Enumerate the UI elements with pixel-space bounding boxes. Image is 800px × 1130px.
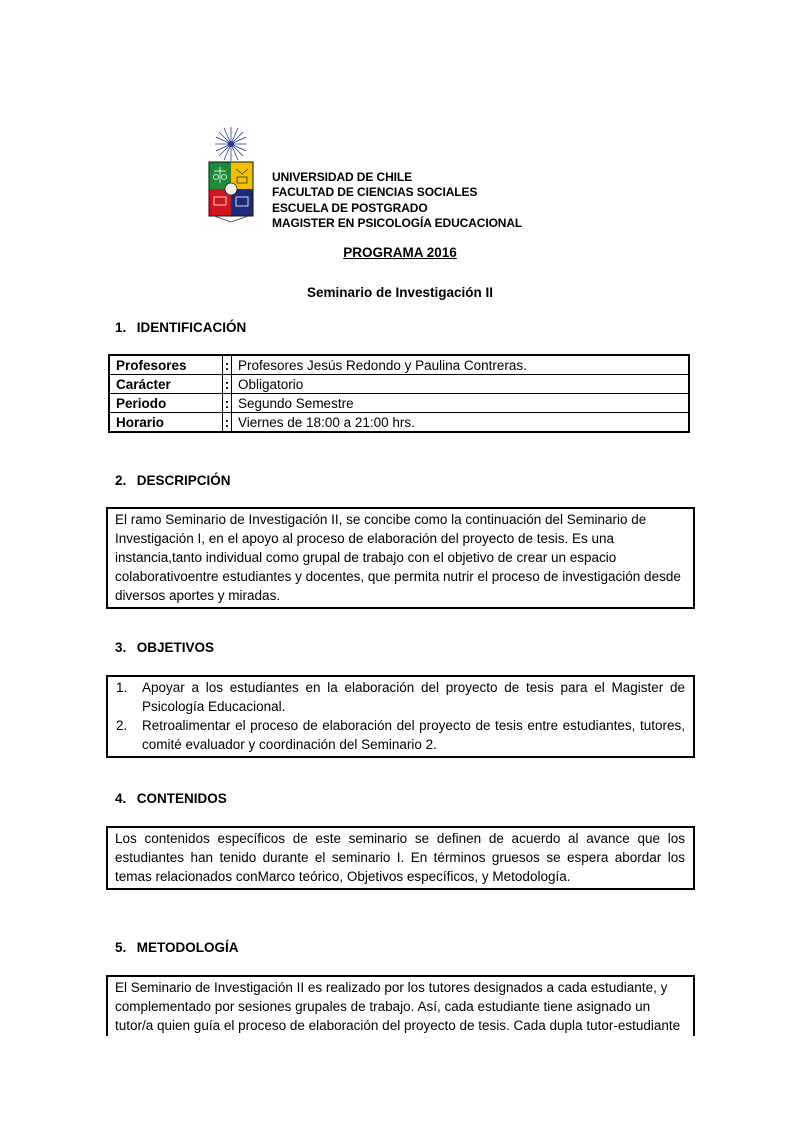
row-value: Obligatorio	[232, 375, 690, 394]
section-number: 2.	[115, 473, 127, 488]
section-number: 4.	[115, 791, 127, 806]
school-name: ESCUELA DE POSTGRADO	[272, 200, 428, 215]
section-title: METODOLOGÍA	[136, 940, 239, 955]
text-line: complementado por sesiones grupales de trabajo. Así, cada estudiante tiene asignado un	[115, 999, 651, 1014]
text-line: tutor/a quien guía el proceso de elaboración del proyecto de tesis. Cada dupla tutor-estudiante	[115, 1018, 681, 1033]
row-separator: :	[223, 355, 232, 375]
text-line: diversos aportes y miradas.	[115, 588, 281, 603]
row-separator: :	[223, 375, 232, 394]
row-separator: :	[223, 413, 232, 433]
university-name: UNIVERSIDAD DE CHILE	[272, 170, 413, 184]
item-number: 1.	[116, 680, 128, 695]
university-crest-logo	[206, 125, 256, 223]
item-text: Retroalimentar el proceso de elaboración del proyecto de tesis entre estudiantes, tutores, comité evaluador y coordinación del Seminario 2.	[142, 718, 685, 752]
text-line: Investigación I, en el apoyo al proceso de elaboración del proyecto de tesis. Es una	[115, 531, 615, 546]
list-item	[116, 678, 693, 716]
row-value: Profesores Jesús Redondo y Paulina Contreras.	[232, 355, 690, 375]
row-key: Periodo	[109, 394, 223, 413]
row-key: Carácter	[109, 375, 223, 394]
text-line: El Seminario de Investigación II es realizado por los tutores designados a cada estudiante, y	[115, 980, 668, 995]
table-row	[109, 375, 689, 394]
objectives-box	[106, 675, 695, 758]
row-key: Profesores	[109, 355, 223, 375]
section-heading-identificacion	[115, 320, 246, 335]
faculty-name: FACULTAD DE CIENCIAS SOCIALES	[272, 185, 478, 200]
row-value: Segundo Semestre	[232, 394, 690, 413]
item-text: Apoyar a los estudiantes en la elaboración del proyecto de tesis para el Magister de Psicología Educacional.	[142, 680, 685, 714]
section-title: CONTENIDOS	[136, 791, 227, 806]
section-number: 5.	[115, 940, 127, 955]
section-heading-metodologia	[115, 940, 239, 955]
identification-table	[108, 354, 690, 433]
row-value: Viernes de 18:00 a 21:00 hrs.	[232, 413, 690, 433]
text-line: El ramo Seminario de Investigación II, se concibe como la continuación del Seminario de	[115, 512, 647, 527]
section-title: OBJETIVOS	[136, 640, 215, 655]
section-heading-objetivos	[115, 640, 214, 655]
section-heading-descripcion	[115, 473, 231, 488]
table-row	[109, 355, 689, 375]
institution-header	[272, 170, 522, 231]
contents-box	[106, 826, 695, 890]
description-box	[106, 507, 695, 609]
section-number: 1.	[115, 320, 127, 335]
program-title: PROGRAMA 2016	[343, 245, 457, 260]
list-item	[116, 716, 693, 754]
program-name: MAGISTER EN PSICOLOGÍA EDUCACIONAL	[272, 215, 523, 230]
item-number: 2.	[116, 718, 128, 733]
section-number: 3.	[115, 640, 127, 655]
table-row	[109, 394, 689, 413]
contents-text: Los contenidos específicos de este seminario se definen de acuerdo al avance que los estudiantes han tenido durante el seminario I. En términos gruesos se espera abordar los temas relacionados conMarco teórico, Objetivos específicos, y Metodología.	[115, 831, 685, 884]
section-title: IDENTIFICACIÓN	[136, 320, 247, 335]
section-title: DESCRIPCIÓN	[136, 473, 231, 488]
course-title: Seminario de Investigación II	[306, 285, 494, 300]
text-line: instancia,tanto individual como grupal de trabajo con el objetivo de crear un espacio	[115, 550, 617, 565]
methodology-box	[106, 975, 695, 1036]
text-line: colaborativoentre estudiantes y docentes, que permita nutrir el proceso de investigación desde	[115, 569, 681, 584]
row-key: Horario	[109, 413, 223, 433]
row-separator: :	[223, 394, 232, 413]
table-row	[109, 413, 689, 433]
section-heading-contenidos	[115, 791, 227, 806]
